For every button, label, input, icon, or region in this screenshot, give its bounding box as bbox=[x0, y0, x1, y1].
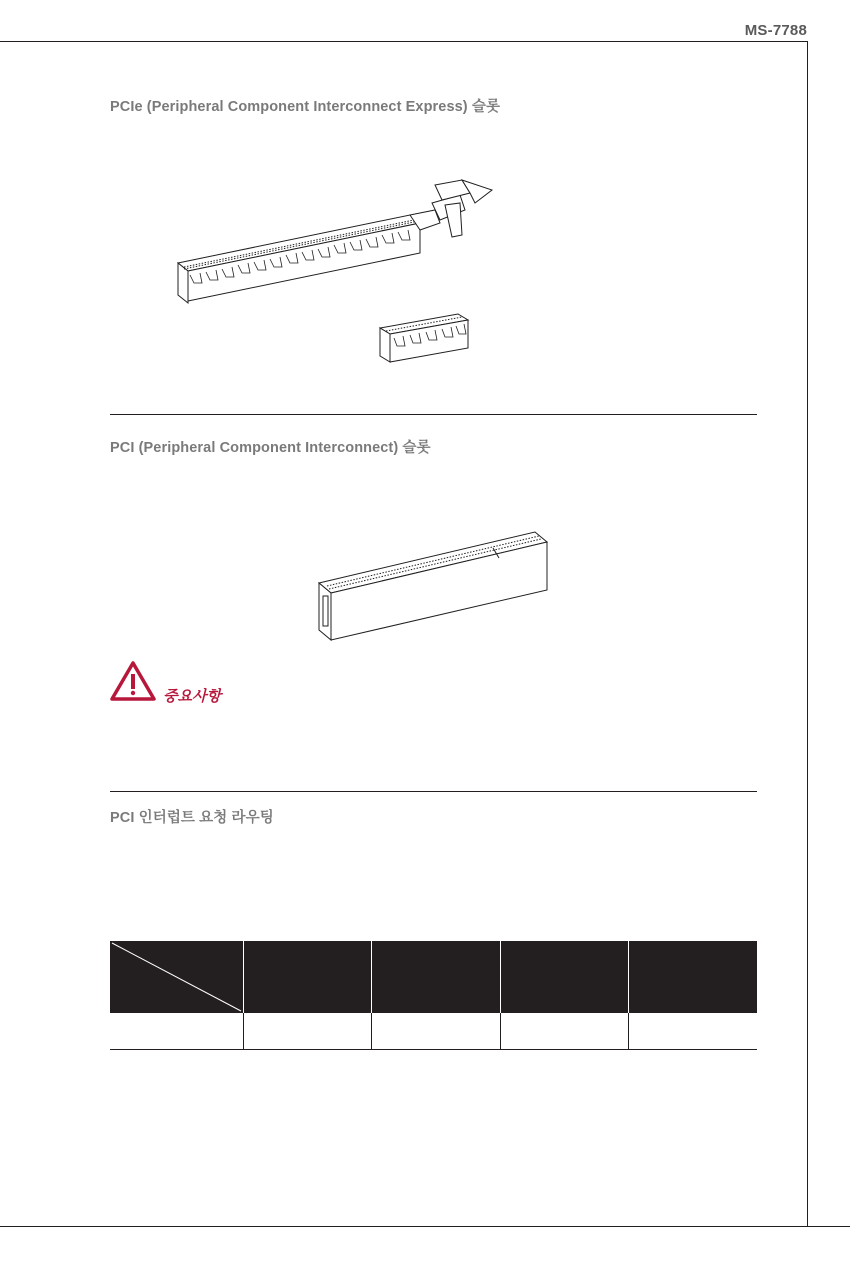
diagonal-divider bbox=[110, 941, 243, 1013]
footer-rule bbox=[0, 1226, 850, 1227]
section-divider-2 bbox=[110, 791, 757, 792]
pci-slot-heading: PCI (Peripheral Component Interconnect) 슬롯 bbox=[110, 440, 431, 456]
page-edge-rule bbox=[807, 41, 808, 1227]
pcie-x1-slot-illustration bbox=[378, 310, 473, 365]
table-row bbox=[110, 1013, 757, 1050]
table-header-cell bbox=[500, 941, 628, 1013]
table-cell bbox=[372, 1013, 500, 1050]
table-cell bbox=[110, 1013, 244, 1050]
warning-triangle-icon bbox=[109, 660, 157, 702]
table-cell bbox=[244, 1013, 372, 1050]
important-label: 중요사항 bbox=[163, 688, 221, 705]
table-header-cell bbox=[244, 941, 372, 1013]
table-header-row bbox=[110, 941, 757, 1013]
table-cell bbox=[500, 1013, 628, 1050]
model-number: MS-7788 bbox=[744, 22, 807, 39]
table-header-cell bbox=[372, 941, 500, 1013]
pcie-x16-slot-illustration bbox=[170, 175, 500, 310]
pci-slot-illustration bbox=[315, 528, 555, 643]
table-corner-cell bbox=[110, 941, 244, 1013]
pcie-slot-heading: PCIe (Peripheral Component Interconnect Express) 슬롯 bbox=[110, 99, 501, 115]
table-header-cell bbox=[629, 941, 757, 1013]
irq-routing-heading: PCI 인터럽트 요청 라우팅 bbox=[110, 810, 274, 826]
irq-routing-table bbox=[110, 941, 757, 1050]
section-divider-1 bbox=[110, 414, 757, 415]
header-rule bbox=[0, 41, 808, 42]
table-cell bbox=[629, 1013, 757, 1050]
